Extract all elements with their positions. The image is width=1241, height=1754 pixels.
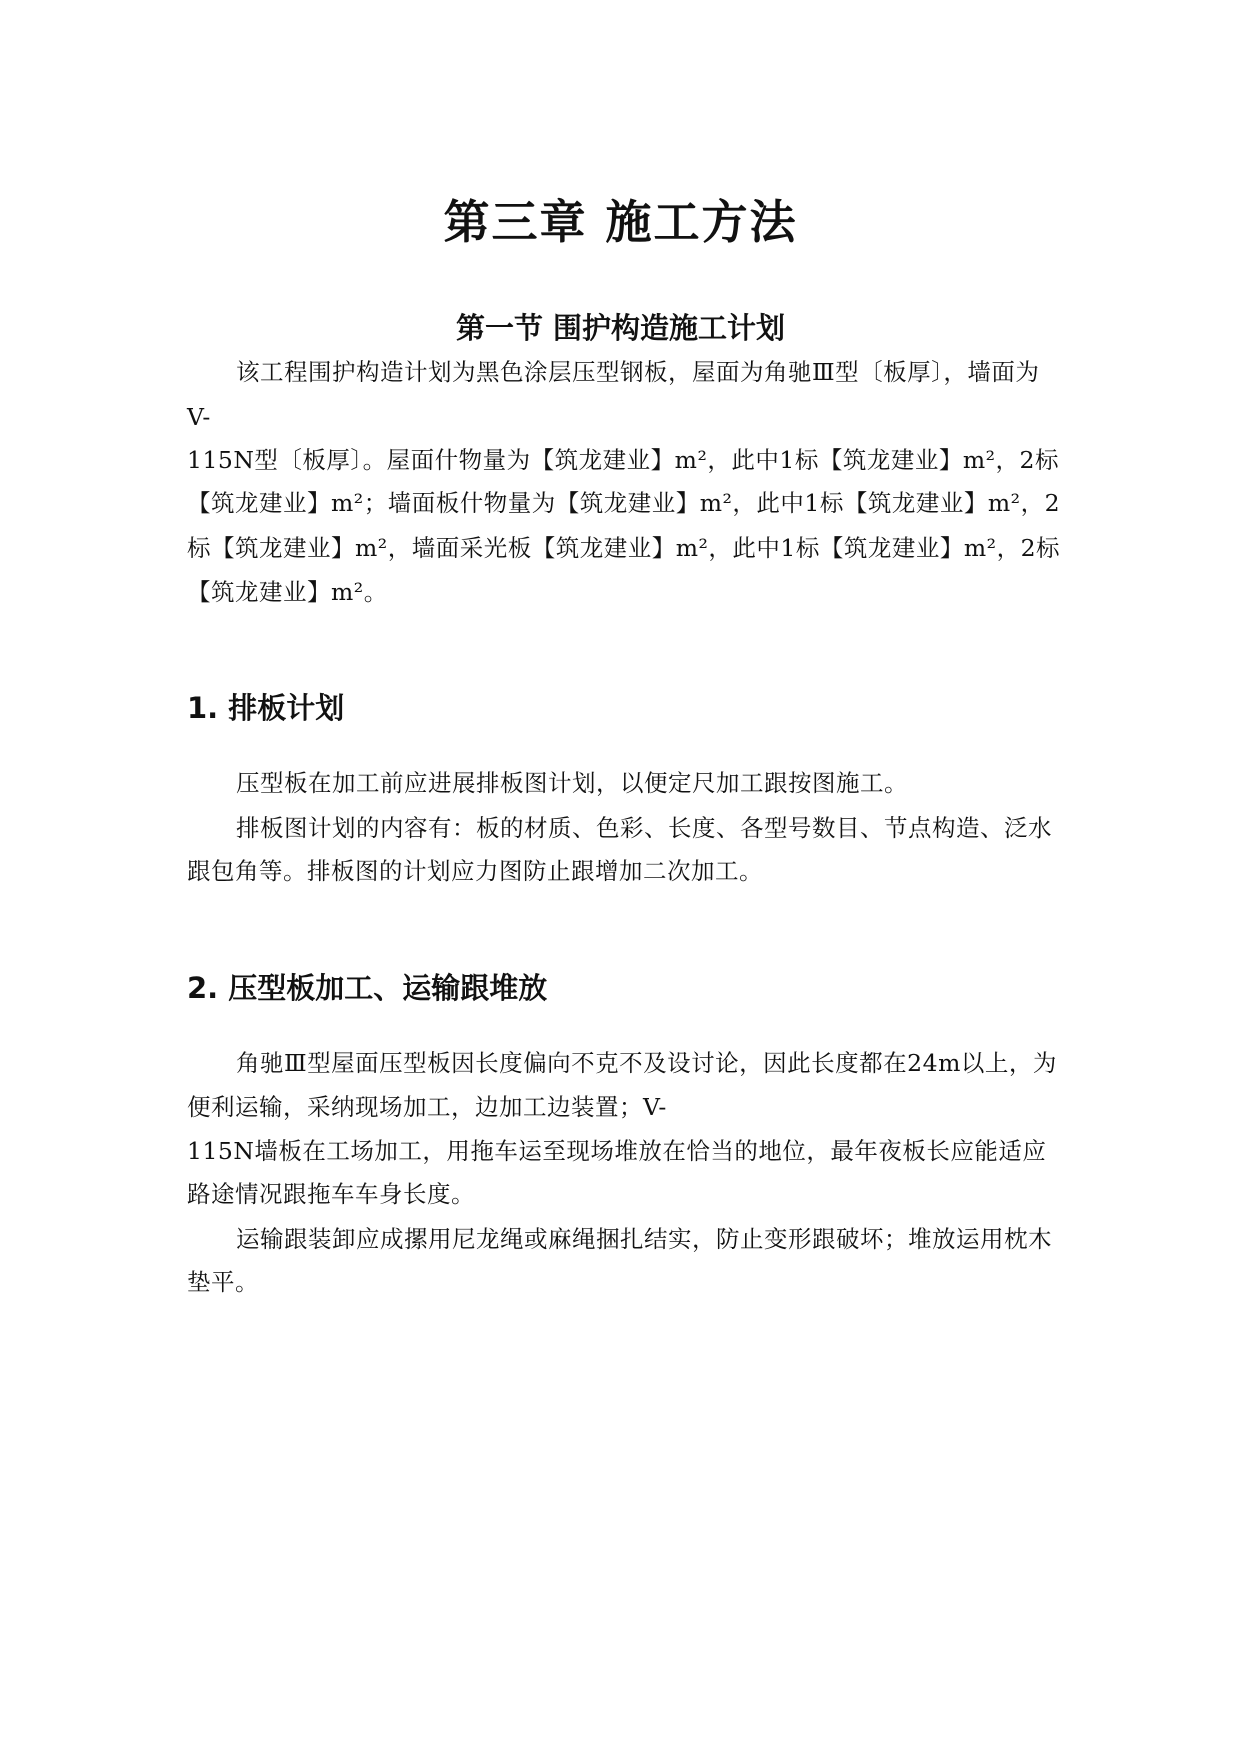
paragraph-line: 排板图计划的内容有：板的材质、色彩、长度、各型号数目、节点构造、泛水 <box>236 814 1052 842</box>
paragraph-line: 路途情况跟拖车车身长度。 <box>187 1180 475 1208</box>
paragraph-line: 115N型〔板厚〕。屋面什物量为【筑龙建业】m²，此中1标【筑龙建业】m²，2标 <box>187 446 1059 474</box>
paragraph-line: 【筑龙建业】m²。 <box>187 578 388 606</box>
paragraph-line: 该工程围护构造计划为黑色涂层压型钢板，屋面为角驰Ⅲ型〔板厚〕，墙面为 <box>236 358 1040 386</box>
paragraph-line: 压型板在加工前应进展排板图计划，以便定尺加工跟按图施工。 <box>236 769 908 797</box>
paragraph-line: 垫平。 <box>187 1268 259 1296</box>
heading-processing-transport: 2. 压型板加工、运输跟堆放 <box>187 971 548 1005</box>
paragraph-line: 角驰Ⅲ型屋面压型板因长度偏向不克不及设讨论，因此长度都在24m以上，为 <box>236 1049 1057 1077</box>
paragraph-line: 跟包角等。排板图的计划应力图防止跟增加二次加工。 <box>187 857 763 885</box>
paragraph-line: 【筑龙建业】m²；墙面板什物量为【筑龙建业】m²，此中1标【筑龙建业】m²，2 <box>187 489 1061 517</box>
heading-layout-plan: 1. 排板计划 <box>187 691 345 725</box>
paragraph-line: 便利运输，采纳现场加工，边加工边装置；V- <box>187 1093 667 1121</box>
paragraph-line: 运输跟装卸应成摞用尼龙绳或麻绳捆扎结实，防止变形跟破坏；堆放运用枕木 <box>236 1225 1052 1253</box>
section-title: 第一节 围护构造施工计划 <box>455 311 786 345</box>
chapter-title: 第三章 施工方法 <box>443 195 798 249</box>
paragraph-line: 标【筑龙建业】m²，墙面采光板【筑龙建业】m²，此中1标【筑龙建业】m²，2标 <box>187 534 1061 562</box>
paragraph-line: V- <box>187 403 211 431</box>
paragraph-line: 115N墙板在工场加工，用拖车运至现场堆放在恰当的地位，最年夜板长应能适应 <box>187 1137 1047 1165</box>
